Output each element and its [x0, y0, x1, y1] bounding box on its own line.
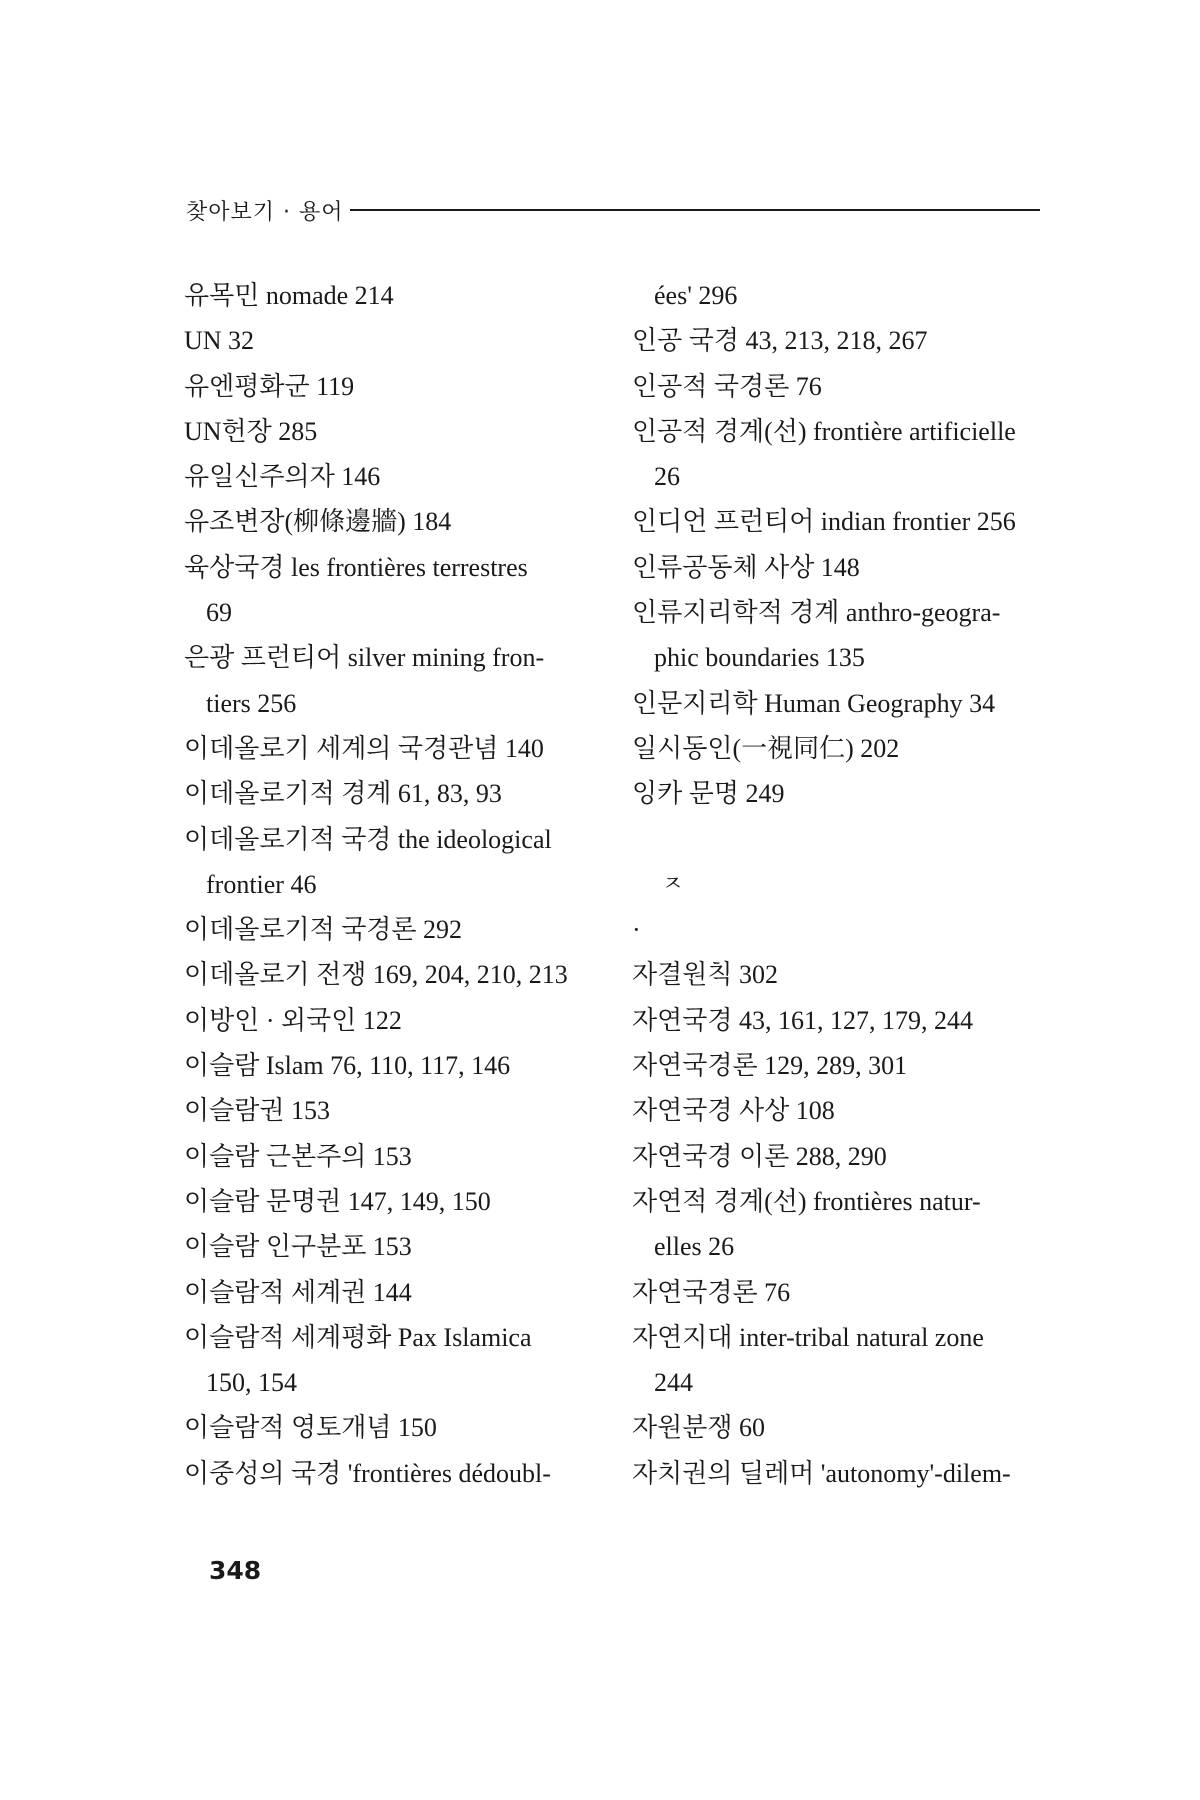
index-entry-line: 자연국경론 129, 289, 301 — [632, 1051, 908, 1081]
index-entry-line: 인류지리학적 경계 anthro-geogra- — [632, 598, 1001, 628]
spacer: · — [632, 915, 641, 945]
index-entry-line: 이데올로기적 국경 the ideological — [184, 824, 552, 854]
index-entry-line: 자연적 경계(선) frontières natur- — [632, 1186, 981, 1216]
running-header — [186, 190, 1040, 230]
index-entry-line: 유엔평화군 119 — [184, 371, 355, 401]
index-entry-line: 이슬람 인구분포 153 — [184, 1232, 412, 1262]
index-entry-line: 유일신주의자 146 — [184, 462, 381, 492]
index-entry-line: phic boundaries 135 — [654, 643, 865, 673]
index-entry-line: 150, 154 — [206, 1368, 297, 1398]
index-entry-line: 이데올로기적 국경론 292 — [184, 915, 463, 945]
index-entry-line: UN헌장 285 — [184, 416, 318, 446]
index-entry-line: 이슬람적 세계권 144 — [184, 1277, 412, 1307]
index-entry-line: 이슬람 근본주의 153 — [184, 1141, 412, 1171]
header-rule — [350, 209, 1041, 211]
index-entry-line: 유목민 nomade 214 — [184, 281, 394, 310]
index-entry-line: tiers 256 — [206, 688, 297, 718]
index-entry-line: 이슬람 문명권 147, 149, 150 — [184, 1186, 491, 1216]
index-entry-line: elles 26 — [654, 1232, 735, 1262]
index-entry-line: 자연국경 43, 161, 127, 179, 244 — [632, 1005, 973, 1035]
page-number: 348 — [209, 1556, 262, 1585]
index-entry-line: 이중성의 국경 'frontières dédoubl- — [184, 1458, 551, 1488]
index-entry-line: 자연국경 사상 108 — [632, 1096, 835, 1126]
index-entry-line: 244 — [654, 1368, 693, 1398]
index-entry-line: 이슬람적 영토개념 150 — [184, 1413, 437, 1443]
index-entry-line: 이데올로기 세계의 국경관념 140 — [184, 733, 544, 763]
index-entry-line: 자원분쟁 60 — [632, 1413, 765, 1443]
index-entry-line: 유조변장(柳條邊牆) 184 — [184, 507, 452, 537]
index-entry-line: 이데올로기 전쟁 169, 204, 210, 213 — [184, 960, 568, 990]
index-entry-line: 인류공동체 사상 148 — [632, 552, 860, 582]
index-entry-line: 자치권의 딜레머 'autonomy'-dilem- — [632, 1458, 1011, 1488]
index-entry-line: 69 — [206, 598, 232, 628]
index-entry-line: ées' 296 — [654, 281, 738, 310]
index-entry-line: 인문지리학 Human Geography 34 — [632, 688, 996, 718]
index-entry-line: 잉카 문명 249 — [632, 779, 785, 809]
index-entry-line: 이슬람권 153 — [184, 1096, 330, 1126]
index-entry-line: 일시동인(一視同仁) 202 — [632, 733, 900, 763]
index-entry-line: 자연국경론 76 — [632, 1277, 791, 1307]
index-entry-line: 자연국경 이론 288, 290 — [632, 1141, 887, 1171]
index-entry-line: 인공 국경 43, 213, 218, 267 — [632, 326, 928, 356]
index-entry-line: 인공적 국경론 76 — [632, 371, 822, 401]
index-column-right — [632, 273, 1046, 1496]
index-entry-line: 이데올로기적 경계 61, 83, 93 — [184, 779, 502, 809]
index-entry-line: 이슬람적 세계평화 Pax Islamica — [184, 1322, 532, 1352]
index-entry-line: 육상국경 les frontières terrestres — [184, 552, 528, 582]
index-entry-line: 이방인 · 외국인 122 — [184, 1005, 402, 1035]
section-letter-heading: ㅈ — [662, 871, 684, 897]
index-entry-line: 자결원칙 302 — [632, 960, 778, 990]
index-entry-line: frontier 46 — [206, 869, 317, 899]
index-entry-line: 인디언 프런티어 indian frontier 256 — [632, 507, 1016, 537]
index-entry-line: 은광 프런티어 silver mining fron- — [184, 643, 545, 673]
index-entry-line: 26 — [654, 462, 680, 492]
index-entry-line: UN 32 — [184, 326, 255, 356]
index-entry-line: 인공적 경계(선) frontière artificielle — [632, 416, 1016, 446]
index-column-left — [184, 273, 590, 1496]
spacer — [632, 817, 1046, 862]
header-title: 찾아보기 · 용어 — [186, 199, 344, 225]
index-entry-line: 자연지대 inter-tribal natural zone — [632, 1322, 984, 1352]
index-entry-line: 이슬람 Islam 76, 110, 117, 146 — [184, 1051, 511, 1081]
